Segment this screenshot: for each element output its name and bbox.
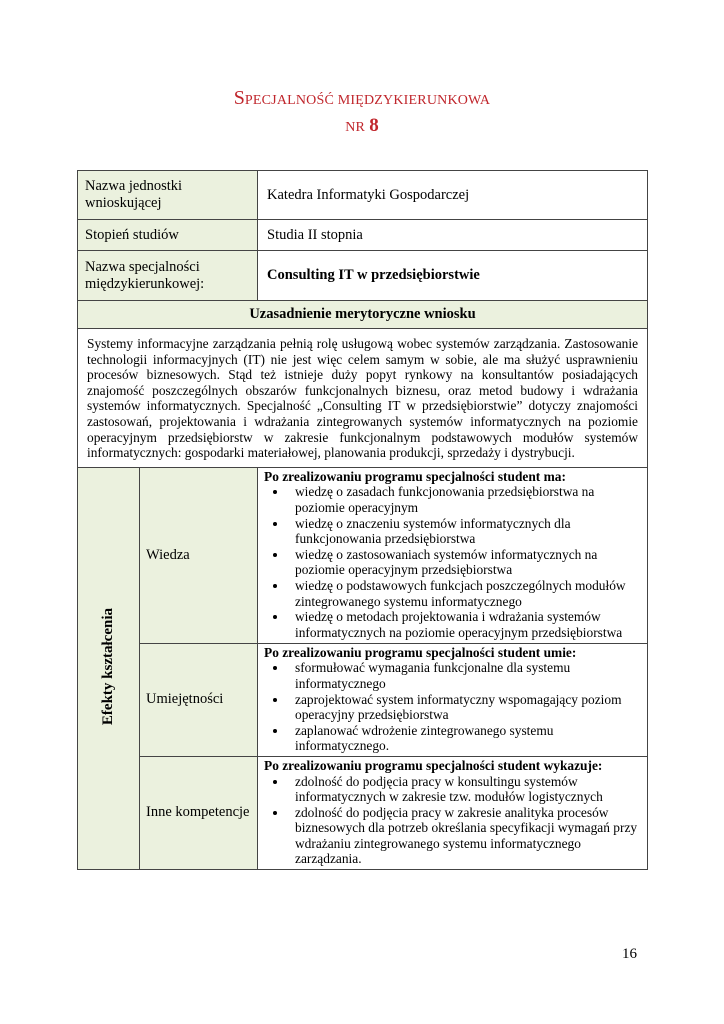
list-item: • zaprojektować system informatyczny wspomagający poziom operacyjny przedsiębiorstwa bbox=[288, 692, 641, 723]
list-item: • wiedzę o zastosowaniach systemów informatycznych na poziomie operacyjnym przedsiębiorstwa bbox=[288, 547, 641, 578]
knowledge-list bbox=[264, 484, 641, 640]
knowledge-label: Wiedza bbox=[140, 467, 258, 643]
justification-text: Systemy informacyjne zarządzania pełnią rolę usługową wobec systemów zarządzania. Zastosowanie technologii informacyjnych (IT) nie jest więc celem samym w sobie, ale ma służyć usprawnieniu procesów biznesowych. Stąd też istnieje duży popyt rynkowy na konsultantów posiadających znajomość poszczególnych obszarów funkcjonalnych biznesu, oraz metod budowy i wdrażania systemów informatycznych. Specjalność „Consulting IT w przedsiębiorstwie” dotyczy znajomości zastosowań, projektowania i wdrażania zintegrowanych systemów informatycznych na poziomie operacyjnym przedsiębiorstw w zakresie funkcjonalnym podstawowych modułów systemów informatycznych: gospodarki materiałowej, planowania produkcji, sprzedaży i dystrybucji. bbox=[78, 329, 648, 468]
degree-value: Studia II stopnia bbox=[258, 220, 648, 251]
list-item: • sformułować wymagania funkcjonalne dla systemu informatycznego bbox=[288, 660, 641, 691]
row-knowledge bbox=[78, 467, 648, 643]
specialization-table bbox=[77, 170, 648, 870]
knowledge-outcomes bbox=[258, 467, 648, 643]
skills-outcomes bbox=[258, 643, 648, 756]
list-item: • wiedzę o zasadach funkcjonowania przedsiębiorstwa na poziomie operacyjnym bbox=[288, 484, 641, 515]
skills-heading: Po zrealizowaniu programu specjalności student umie: bbox=[264, 644, 577, 660]
list-item: • zdolność do podjęcia pracy w zakresie analityka procesów biznesowych dla potrzeb określania specyfikacji wymagań przy wdrażaniu zintegrowanego systemu informatycznego zarządzania. bbox=[288, 805, 641, 867]
list-item: • wiedzę o metodach projektowania i wdrażania systemów informatycznych na poziomie operacyjnym przedsiębiorstwa bbox=[288, 609, 641, 640]
row-justification-header bbox=[78, 301, 648, 329]
title-line-2: NR 8 bbox=[345, 115, 379, 136]
learning-outcomes-side-label: Efekty kształcenia bbox=[78, 467, 140, 869]
row-specialization bbox=[78, 251, 648, 301]
competences-heading: Po zrealizowaniu programu specjalności student wykazuje: bbox=[264, 757, 603, 773]
list-item: • zdolność do podjęcia pracy w konsultingu systemów informatycznych w zakresie tzw. modułów logistycznych bbox=[288, 774, 641, 805]
list-item: • zaplanować wdrożenie zintegrowanego systemu informatycznego. bbox=[288, 723, 641, 754]
row-skills bbox=[78, 643, 648, 756]
degree-label: Stopień studiów bbox=[78, 220, 258, 251]
skills-label: Umiejętności bbox=[140, 643, 258, 756]
row-degree bbox=[78, 220, 648, 251]
document-title bbox=[0, 86, 724, 140]
specialization-label: Nazwa specjalności międzykierunkowej: bbox=[78, 251, 258, 301]
unit-label: Nazwa jednostki wnioskującej bbox=[78, 171, 258, 220]
unit-value: Katedra Informatyki Gospodarczej bbox=[258, 171, 648, 220]
page-number: 16 bbox=[622, 946, 637, 962]
competences-outcomes bbox=[258, 756, 648, 869]
skills-list bbox=[264, 660, 641, 754]
competences-list bbox=[264, 774, 641, 868]
specialization-value: Consulting IT w przedsiębiorstwie bbox=[258, 251, 648, 301]
row-unit bbox=[78, 171, 648, 220]
list-item: • wiedzę o znaczeniu systemów informatycznych dla funkcjonowania przedsiębiorstwa bbox=[288, 516, 641, 547]
competences-label: Inne kompetencje bbox=[140, 756, 258, 869]
list-item: • wiedzę o podstawowych funkcjach poszczególnych modułów zintegrowanego systemu informatycznego bbox=[288, 578, 641, 609]
knowledge-heading: Po zrealizowaniu programu specjalności student ma: bbox=[264, 468, 566, 484]
justification-header: Uzasadnienie merytoryczne wniosku bbox=[78, 301, 648, 329]
title-line-1: SPECJALNOŚĆ MIĘDZYKIERUNKOWA bbox=[233, 87, 491, 109]
row-competences bbox=[78, 756, 648, 869]
row-justification-text bbox=[78, 329, 648, 468]
